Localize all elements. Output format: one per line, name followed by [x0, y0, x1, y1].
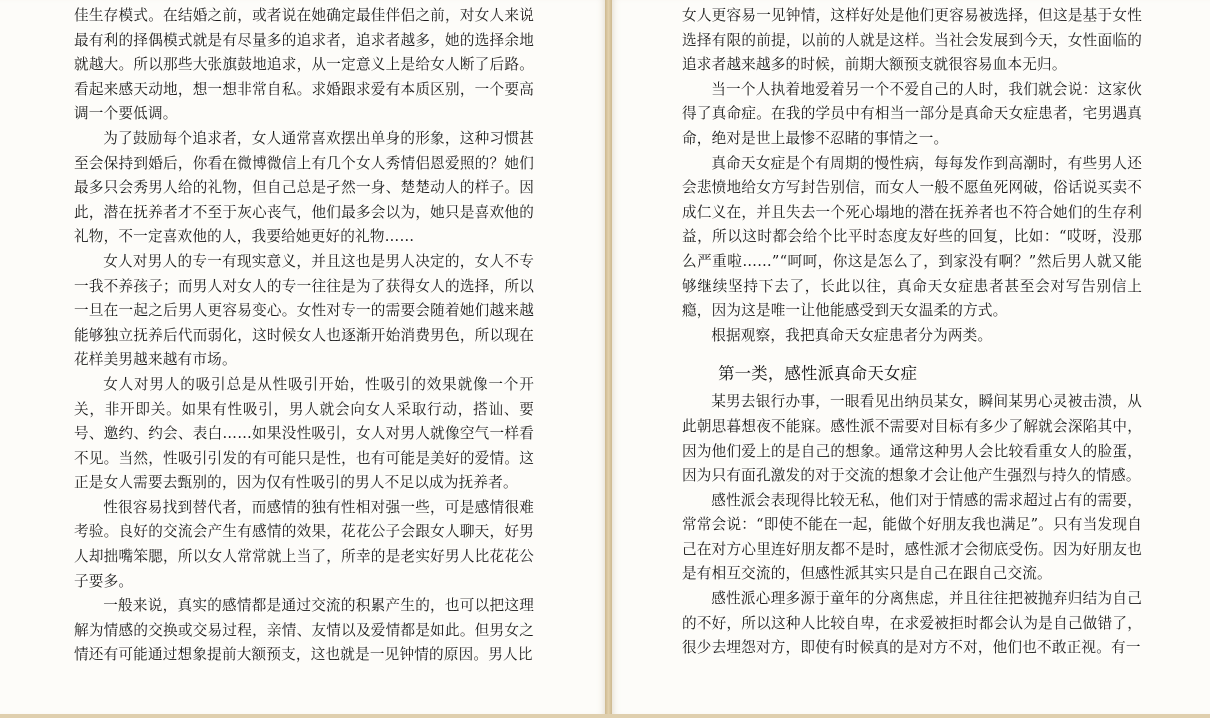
paragraph: 女人更容易一见钟情，这样好处是他们更容易被选择，但这是基于女性选择有限的前提，以前的人就是这样。当社会发展到今天，女性面临的追求者越来越多的时候，前期大额预支就很容易血本无归。 [682, 7, 1142, 74]
paragraph: 性很容易找到替代者，而感情的独有性相对强一些，可是感情很难考验。良好的交流会产生有感情的效果，花花公子会跟女人聊天，好男人却拙嘴笨腮，所以女人常常就上当了，所幸的是老实好男人比花花公子要多。 [74, 498, 534, 590]
paragraph: 女人对男人的专一有现实意义，并且这也是男人决定的，女人不专一我不养孩子；而男人对女人的专一往往是为了获得女人的选择，所以一旦在一起之后男人更容易变心。女性对专一的需要会随着她们越来越能够独立抚养后代而弱化，这时候女人也逐渐开始消费男色，所以现在花样美男越来越有市场。 [74, 252, 534, 369]
paragraph: 真命天女症是个有周期的慢性病，每每发作到高潮时，有些男人还会悲愤地给女方写封告别信，而女人一般不愿鱼死网破，俗话说买卖不成仁义在，并且失去一个死心塌地的潜在抚养者也不符合她们的生存利益，所以这时都会给个比平时态度友好些的回复，比如：“哎呀，没那么严重啦……”“呵呵，你这是怎么了，到家没有啊？”然后男人就又能够继续坚持下去了，长此以往，真命天女症患者甚至会对写告别信上瘾，因为这是唯一让他能感受到天女温柔的方式。 [682, 154, 1142, 320]
right-page-text [682, 4, 1142, 661]
left-page [0, 0, 605, 714]
paragraph: 女人对男人的吸引总是从性吸引开始，性吸引的效果就像一个开关，非开即关。如果有性吸引，男人就会向女人采取行动，搭讪、要号、邀约、约会、表白……如果没性吸引，女人对男人就像空气一样看不见。当然，性吸引引发的有可能只是性，也有可能是美好的爱情。这正是女人需要去甄别的，因为仅有性吸引的男人不足以成为抚养者。 [74, 375, 534, 492]
page-bottom-edge [0, 714, 1210, 718]
paragraph: 为了鼓励每个追求者，女人通常喜欢摆出单身的形象，这种习惯甚至会保持到婚后，你看在微博微信上有几个女人秀情侣恩爱照的？她们最多只会秀男人给的礼物，但自己总是孑然一身、楚楚动人的样子。因此，潜在抚养者才不至于灰心丧气，他们最多会以为，她只是喜欢他的礼物，不一定喜欢他的人，我要给她更好的礼物…… [74, 129, 534, 246]
section-heading: 第一类，感性派真命天女症 [718, 364, 918, 384]
paragraph: 佳生存模式。在结婚之前，或者说在她确定最佳伴侣之前，对女人来说最有利的择偶模式就是有尽量多的追求者，追求者越多，她的选择余地就越大。所以那些大张旗鼓地追求，从一定意义上是给女人断了后路。看起来感天动地，想一想非常自私。求婚跟求爱有本质区别，一个要高调一个要低调。 [74, 7, 534, 123]
left-page-text [74, 4, 534, 668]
paragraph: 某男去银行办事，一眼看见出纳员某女，瞬间某男心灵被击溃，从此朝思暮想夜不能寐。感性派不需要对目标有多少了解就会深陷其中，因为他们爱上的是自己的想象。通常这种男人会比较看重女人的脸蛋，因为只有面孔激发的对于交流的想象才会让他产生强烈与持久的情感。 [682, 393, 1142, 485]
right-page [612, 0, 1210, 714]
book-gutter [605, 0, 612, 718]
paragraph: 感性派会表现得比较无私，他们对于情感的需求超过占有的需要，常常会说：“即使不能在一起，能做个好朋友我也满足”。只有当发现自己在对方心里连好朋友都不是时，感性派才会彻底受伤。因为好朋友也是有相互交流的，但感性派其实只是自己在跟自己交流。 [682, 491, 1142, 583]
paragraph: 当一个人执着地爱着另一个不爱自己的人时，我们就会说：这家伙得了真命症。在我的学员中有相当一部分是真命天女症患者，宅男遇真命，绝对是世上最惨不忍睹的事情之一。 [682, 80, 1142, 147]
paragraph: 感性派心理多源于童年的分离焦虑，并且往往把被抛弃归结为自己的不好，所以这种人比较自卑，在求爱被拒时都会认为是自己做错了，很少去埋怨对方，即使有时候真的是对方不对，他们也不敢正视。有一 [682, 590, 1142, 657]
paragraph: 一般来说，真实的感情都是通过交流的积累产生的，也可以把这理解为情感的交换或交易过程，亲情、友情以及爱情都是如此。但男女之情还有可能通过想象提前大额预支，这也就是一见钟情的原因。男人比 [74, 597, 534, 664]
paragraph: 根据观察，我把真命天女症患者分为两类。 [711, 326, 993, 344]
